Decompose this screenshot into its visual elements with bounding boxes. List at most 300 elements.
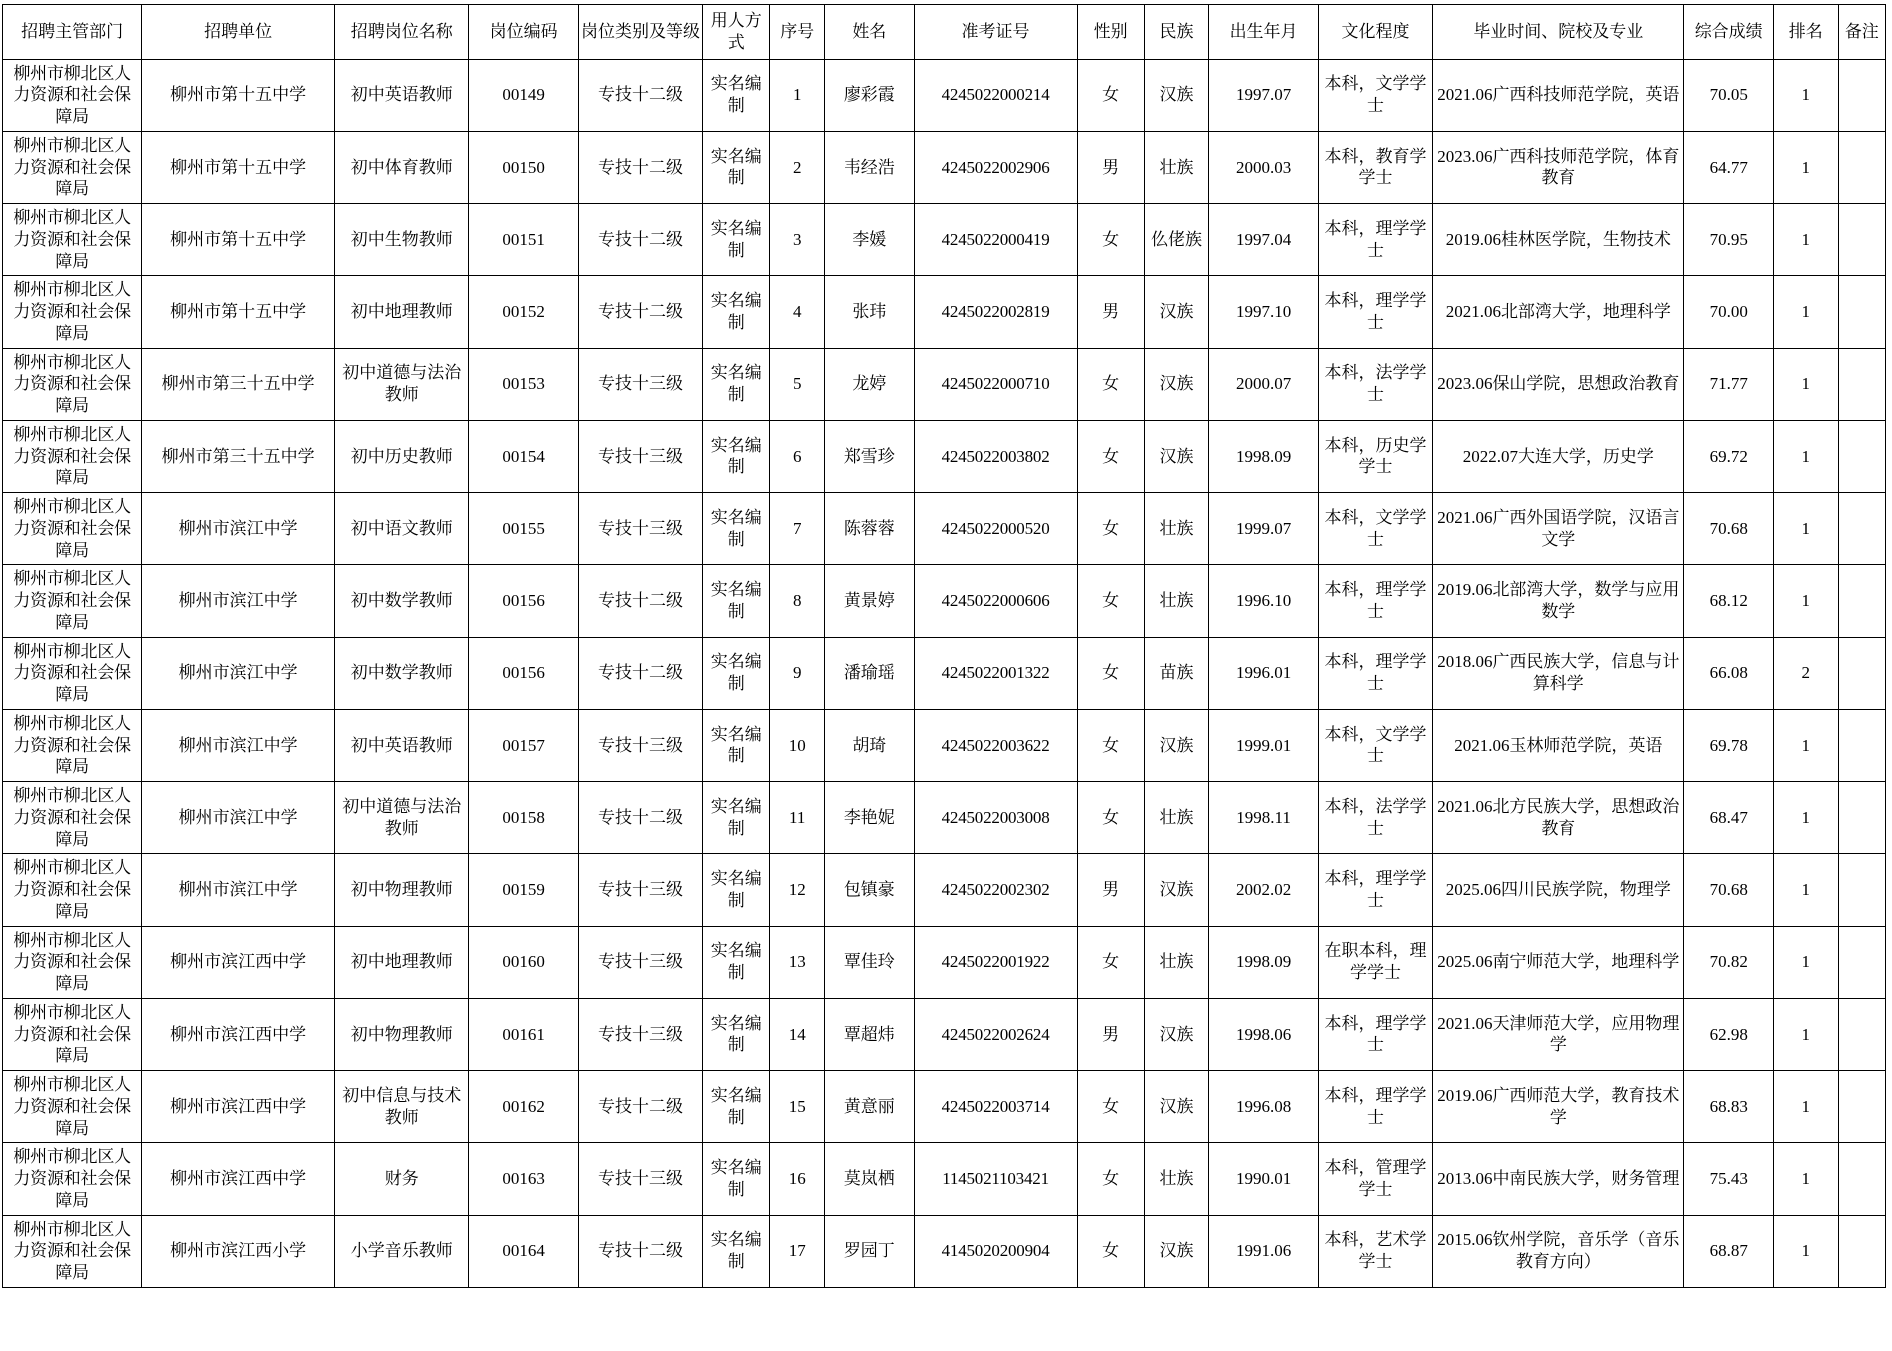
cell-education: 本科，理学学士 <box>1318 276 1432 348</box>
table-row <box>3 637 1886 709</box>
cell-unit: 柳州市滨江西中学 <box>142 1071 335 1143</box>
table-row <box>3 926 1886 998</box>
cell-name: 黄意丽 <box>825 1071 915 1143</box>
cell-ethnicity: 汉族 <box>1144 1215 1209 1287</box>
cell-rank: 2 <box>1773 637 1838 709</box>
cell-school: 2015.06钦州学院，音乐学（音乐教育方向） <box>1433 1215 1684 1287</box>
cell-school: 2021.06玉林师范学院，英语 <box>1433 709 1684 781</box>
cell-school: 2023.06保山学院，思想政治教育 <box>1433 348 1684 420</box>
cell-school: 2019.06桂林医学院，生物技术 <box>1433 204 1684 276</box>
cell-dept: 柳州市柳北区人力资源和社会保障局 <box>3 59 142 131</box>
cell-note <box>1838 276 1885 348</box>
cell-sex: 女 <box>1077 782 1144 854</box>
cell-category: 专技十三级 <box>578 493 702 565</box>
cell-no: 2 <box>770 131 825 203</box>
cell-code: 00149 <box>469 59 578 131</box>
cell-birth: 2002.02 <box>1209 854 1318 926</box>
cell-rank: 1 <box>1773 1071 1838 1143</box>
cell-ethnicity: 壮族 <box>1144 493 1209 565</box>
cell-dept: 柳州市柳北区人力资源和社会保障局 <box>3 998 142 1070</box>
cell-school: 2025.06南宁师范大学，地理科学 <box>1433 926 1684 998</box>
cell-post: 初中物理教师 <box>335 854 469 926</box>
cell-school: 2021.06广西外国语学院，汉语言文学 <box>1433 493 1684 565</box>
cell-dept: 柳州市柳北区人力资源和社会保障局 <box>3 1215 142 1287</box>
cell-exam-no: 4245022000606 <box>914 565 1077 637</box>
cell-sex: 女 <box>1077 1143 1144 1215</box>
cell-post: 小学音乐教师 <box>335 1215 469 1287</box>
cell-rank: 1 <box>1773 59 1838 131</box>
cell-code: 00156 <box>469 565 578 637</box>
cell-birth: 1997.10 <box>1209 276 1318 348</box>
cell-unit: 柳州市滨江西中学 <box>142 998 335 1070</box>
cell-category: 专技十三级 <box>578 998 702 1070</box>
cell-ethnicity: 汉族 <box>1144 854 1209 926</box>
cell-name: 包镇豪 <box>825 854 915 926</box>
cell-employment: 实名编制 <box>703 854 770 926</box>
cell-employment: 实名编制 <box>703 926 770 998</box>
cell-post: 初中语文教师 <box>335 493 469 565</box>
cell-sex: 男 <box>1077 854 1144 926</box>
cell-category: 专技十三级 <box>578 348 702 420</box>
cell-note <box>1838 59 1885 131</box>
cell-score: 68.12 <box>1684 565 1774 637</box>
cell-unit: 柳州市滨江中学 <box>142 854 335 926</box>
cell-no: 16 <box>770 1143 825 1215</box>
cell-code: 00156 <box>469 637 578 709</box>
cell-ethnicity: 苗族 <box>1144 637 1209 709</box>
cell-employment: 实名编制 <box>703 131 770 203</box>
cell-sex: 女 <box>1077 493 1144 565</box>
cell-employment: 实名编制 <box>703 1143 770 1215</box>
cell-exam-no: 4245022001922 <box>914 926 1077 998</box>
cell-school: 2025.06四川民族学院，物理学 <box>1433 854 1684 926</box>
cell-employment: 实名编制 <box>703 59 770 131</box>
cell-rank: 1 <box>1773 782 1838 854</box>
cell-no: 7 <box>770 493 825 565</box>
table-row <box>3 348 1886 420</box>
cell-dept: 柳州市柳北区人力资源和社会保障局 <box>3 637 142 709</box>
cell-education: 在职本科，理学学士 <box>1318 926 1432 998</box>
cell-no: 5 <box>770 348 825 420</box>
cell-birth: 1997.07 <box>1209 59 1318 131</box>
cell-unit: 柳州市滨江西中学 <box>142 926 335 998</box>
cell-sex: 女 <box>1077 1215 1144 1287</box>
column-header-post: 招聘岗位名称 <box>335 5 469 60</box>
cell-birth: 1998.06 <box>1209 998 1318 1070</box>
cell-rank: 1 <box>1773 1215 1838 1287</box>
cell-category: 专技十二级 <box>578 59 702 131</box>
cell-note <box>1838 565 1885 637</box>
cell-exam-no: 4245022000214 <box>914 59 1077 131</box>
cell-employment: 实名编制 <box>703 637 770 709</box>
cell-post: 初中体育教师 <box>335 131 469 203</box>
cell-birth: 2000.07 <box>1209 348 1318 420</box>
column-header-sex: 性别 <box>1077 5 1144 60</box>
cell-employment: 实名编制 <box>703 348 770 420</box>
cell-birth: 1998.09 <box>1209 926 1318 998</box>
cell-education: 本科，教育学学士 <box>1318 131 1432 203</box>
cell-rank: 1 <box>1773 565 1838 637</box>
cell-education: 本科，理学学士 <box>1318 565 1432 637</box>
table-row <box>3 131 1886 203</box>
column-header-unit: 招聘单位 <box>142 5 335 60</box>
cell-ethnicity: 仫佬族 <box>1144 204 1209 276</box>
table-row <box>3 1215 1886 1287</box>
cell-sex: 女 <box>1077 348 1144 420</box>
column-header-note: 备注 <box>1838 5 1885 60</box>
cell-birth: 1999.07 <box>1209 493 1318 565</box>
table-row <box>3 854 1886 926</box>
cell-score: 70.95 <box>1684 204 1774 276</box>
cell-exam-no: 4245022000520 <box>914 493 1077 565</box>
cell-rank: 1 <box>1773 493 1838 565</box>
cell-no: 6 <box>770 420 825 492</box>
cell-education: 本科，文学学士 <box>1318 59 1432 131</box>
cell-sex: 女 <box>1077 204 1144 276</box>
cell-rank: 1 <box>1773 131 1838 203</box>
table-row <box>3 204 1886 276</box>
cell-exam-no: 4245022002624 <box>914 998 1077 1070</box>
cell-ethnicity: 壮族 <box>1144 782 1209 854</box>
cell-category: 专技十三级 <box>578 1143 702 1215</box>
cell-dept: 柳州市柳北区人力资源和社会保障局 <box>3 565 142 637</box>
cell-score: 68.87 <box>1684 1215 1774 1287</box>
table-row <box>3 565 1886 637</box>
cell-code: 00164 <box>469 1215 578 1287</box>
header-row <box>3 5 1886 60</box>
cell-post: 初中道德与法治教师 <box>335 782 469 854</box>
cell-unit: 柳州市滨江中学 <box>142 565 335 637</box>
cell-school: 2013.06中南民族大学，财务管理 <box>1433 1143 1684 1215</box>
cell-education: 本科，法学学士 <box>1318 348 1432 420</box>
cell-category: 专技十三级 <box>578 926 702 998</box>
recruitment-results-table <box>2 4 1886 1288</box>
cell-ethnicity: 汉族 <box>1144 998 1209 1070</box>
cell-score: 69.78 <box>1684 709 1774 781</box>
cell-code: 00158 <box>469 782 578 854</box>
cell-name: 李艳妮 <box>825 782 915 854</box>
cell-code: 00161 <box>469 998 578 1070</box>
cell-dept: 柳州市柳北区人力资源和社会保障局 <box>3 204 142 276</box>
cell-score: 75.43 <box>1684 1143 1774 1215</box>
cell-exam-no: 4245022002302 <box>914 854 1077 926</box>
cell-exam-no: 4245022003802 <box>914 420 1077 492</box>
table-row <box>3 782 1886 854</box>
cell-name: 韦经浩 <box>825 131 915 203</box>
cell-school: 2021.06北部湾大学，地理科学 <box>1433 276 1684 348</box>
column-header-score: 综合成绩 <box>1684 5 1774 60</box>
cell-dept: 柳州市柳北区人力资源和社会保障局 <box>3 854 142 926</box>
table-row <box>3 1143 1886 1215</box>
cell-unit: 柳州市第三十五中学 <box>142 348 335 420</box>
cell-dept: 柳州市柳北区人力资源和社会保障局 <box>3 131 142 203</box>
cell-category: 专技十三级 <box>578 854 702 926</box>
cell-unit: 柳州市滨江中学 <box>142 709 335 781</box>
cell-no: 17 <box>770 1215 825 1287</box>
cell-score: 70.68 <box>1684 493 1774 565</box>
column-header-ethnicity: 民族 <box>1144 5 1209 60</box>
column-header-exam-no: 准考证号 <box>914 5 1077 60</box>
cell-employment: 实名编制 <box>703 1215 770 1287</box>
column-header-birth: 出生年月 <box>1209 5 1318 60</box>
cell-dept: 柳州市柳北区人力资源和社会保障局 <box>3 1071 142 1143</box>
cell-dept: 柳州市柳北区人力资源和社会保障局 <box>3 348 142 420</box>
cell-school: 2019.06广西师范大学，教育技术学 <box>1433 1071 1684 1143</box>
cell-name: 莫岚栖 <box>825 1143 915 1215</box>
cell-unit: 柳州市第三十五中学 <box>142 420 335 492</box>
cell-post: 初中数学教师 <box>335 637 469 709</box>
cell-code: 00159 <box>469 854 578 926</box>
cell-employment: 实名编制 <box>703 709 770 781</box>
table-body <box>3 59 1886 1287</box>
cell-category: 专技十二级 <box>578 782 702 854</box>
cell-name: 郑雪珍 <box>825 420 915 492</box>
cell-unit: 柳州市第十五中学 <box>142 276 335 348</box>
cell-exam-no: 4245022000710 <box>914 348 1077 420</box>
cell-name: 李媛 <box>825 204 915 276</box>
cell-education: 本科，文学学士 <box>1318 493 1432 565</box>
cell-school: 2021.06北方民族大学，思想政治教育 <box>1433 782 1684 854</box>
cell-note <box>1838 131 1885 203</box>
cell-education: 本科，文学学士 <box>1318 709 1432 781</box>
cell-employment: 实名编制 <box>703 565 770 637</box>
cell-note <box>1838 709 1885 781</box>
cell-rank: 1 <box>1773 348 1838 420</box>
cell-exam-no: 4145020200904 <box>914 1215 1077 1287</box>
cell-unit: 柳州市滨江西小学 <box>142 1215 335 1287</box>
cell-note <box>1838 1143 1885 1215</box>
cell-category: 专技十二级 <box>578 276 702 348</box>
cell-code: 00151 <box>469 204 578 276</box>
cell-rank: 1 <box>1773 276 1838 348</box>
cell-note <box>1838 782 1885 854</box>
cell-note <box>1838 998 1885 1070</box>
cell-birth: 1998.11 <box>1209 782 1318 854</box>
cell-employment: 实名编制 <box>703 782 770 854</box>
cell-post: 初中地理教师 <box>335 276 469 348</box>
cell-unit: 柳州市滨江西中学 <box>142 1143 335 1215</box>
cell-code: 00152 <box>469 276 578 348</box>
cell-unit: 柳州市第十五中学 <box>142 204 335 276</box>
table-row <box>3 59 1886 131</box>
cell-school: 2019.06北部湾大学，数学与应用数学 <box>1433 565 1684 637</box>
cell-post: 财务 <box>335 1143 469 1215</box>
column-header-code: 岗位编码 <box>469 5 578 60</box>
cell-dept: 柳州市柳北区人力资源和社会保障局 <box>3 782 142 854</box>
cell-ethnicity: 壮族 <box>1144 131 1209 203</box>
cell-name: 张玮 <box>825 276 915 348</box>
cell-note <box>1838 1071 1885 1143</box>
table-row <box>3 493 1886 565</box>
cell-no: 3 <box>770 204 825 276</box>
cell-education: 本科，理学学士 <box>1318 998 1432 1070</box>
table-row <box>3 998 1886 1070</box>
cell-sex: 女 <box>1077 420 1144 492</box>
cell-post: 初中生物教师 <box>335 204 469 276</box>
cell-sex: 女 <box>1077 637 1144 709</box>
cell-employment: 实名编制 <box>703 493 770 565</box>
cell-no: 11 <box>770 782 825 854</box>
column-header-education: 文化程度 <box>1318 5 1432 60</box>
cell-birth: 1996.01 <box>1209 637 1318 709</box>
cell-dept: 柳州市柳北区人力资源和社会保障局 <box>3 420 142 492</box>
cell-score: 70.68 <box>1684 854 1774 926</box>
cell-school: 2018.06广西民族大学，信息与计算科学 <box>1433 637 1684 709</box>
cell-name: 覃超炜 <box>825 998 915 1070</box>
cell-sex: 女 <box>1077 709 1144 781</box>
cell-note <box>1838 1215 1885 1287</box>
cell-sex: 女 <box>1077 926 1144 998</box>
cell-ethnicity: 汉族 <box>1144 348 1209 420</box>
cell-post: 初中物理教师 <box>335 998 469 1070</box>
cell-name: 龙婷 <box>825 348 915 420</box>
cell-category: 专技十三级 <box>578 709 702 781</box>
cell-rank: 1 <box>1773 204 1838 276</box>
cell-employment: 实名编制 <box>703 420 770 492</box>
cell-exam-no: 4245022001322 <box>914 637 1077 709</box>
cell-name: 罗园丁 <box>825 1215 915 1287</box>
cell-unit: 柳州市第十五中学 <box>142 59 335 131</box>
cell-sex: 女 <box>1077 1071 1144 1143</box>
cell-name: 潘瑜瑶 <box>825 637 915 709</box>
column-header-school: 毕业时间、院校及专业 <box>1433 5 1684 60</box>
cell-note <box>1838 854 1885 926</box>
cell-dept: 柳州市柳北区人力资源和社会保障局 <box>3 709 142 781</box>
cell-dept: 柳州市柳北区人力资源和社会保障局 <box>3 493 142 565</box>
cell-no: 15 <box>770 1071 825 1143</box>
cell-score: 68.83 <box>1684 1071 1774 1143</box>
cell-birth: 1990.01 <box>1209 1143 1318 1215</box>
cell-score: 70.82 <box>1684 926 1774 998</box>
cell-education: 本科，历史学学士 <box>1318 420 1432 492</box>
cell-code: 00155 <box>469 493 578 565</box>
cell-score: 68.47 <box>1684 782 1774 854</box>
cell-rank: 1 <box>1773 998 1838 1070</box>
cell-dept: 柳州市柳北区人力资源和社会保障局 <box>3 926 142 998</box>
cell-dept: 柳州市柳北区人力资源和社会保障局 <box>3 276 142 348</box>
cell-ethnicity: 汉族 <box>1144 420 1209 492</box>
cell-category: 专技十二级 <box>578 204 702 276</box>
cell-rank: 1 <box>1773 1143 1838 1215</box>
cell-code: 00154 <box>469 420 578 492</box>
cell-dept: 柳州市柳北区人力资源和社会保障局 <box>3 1143 142 1215</box>
cell-birth: 1991.06 <box>1209 1215 1318 1287</box>
cell-ethnicity: 壮族 <box>1144 1143 1209 1215</box>
cell-note <box>1838 637 1885 709</box>
cell-category: 专技十二级 <box>578 1071 702 1143</box>
cell-birth: 1996.08 <box>1209 1071 1318 1143</box>
cell-school: 2023.06广西科技师范学院，体育教育 <box>1433 131 1684 203</box>
cell-score: 62.98 <box>1684 998 1774 1070</box>
table-row <box>3 709 1886 781</box>
cell-exam-no: 4245022003622 <box>914 709 1077 781</box>
cell-birth: 1998.09 <box>1209 420 1318 492</box>
cell-exam-no: 1145021103421 <box>914 1143 1077 1215</box>
column-header-dept: 招聘主管部门 <box>3 5 142 60</box>
cell-code: 00162 <box>469 1071 578 1143</box>
cell-ethnicity: 壮族 <box>1144 565 1209 637</box>
cell-score: 69.72 <box>1684 420 1774 492</box>
cell-code: 00157 <box>469 709 578 781</box>
cell-birth: 1999.01 <box>1209 709 1318 781</box>
cell-code: 00153 <box>469 348 578 420</box>
cell-post: 初中英语教师 <box>335 59 469 131</box>
cell-score: 71.77 <box>1684 348 1774 420</box>
cell-name: 黄景婷 <box>825 565 915 637</box>
cell-education: 本科，理学学士 <box>1318 637 1432 709</box>
cell-note <box>1838 926 1885 998</box>
column-header-name: 姓名 <box>825 5 915 60</box>
table-header <box>3 5 1886 60</box>
cell-education: 本科，理学学士 <box>1318 204 1432 276</box>
cell-note <box>1838 493 1885 565</box>
table-row <box>3 420 1886 492</box>
cell-employment: 实名编制 <box>703 998 770 1070</box>
cell-birth: 2000.03 <box>1209 131 1318 203</box>
cell-post: 初中英语教师 <box>335 709 469 781</box>
cell-birth: 1997.04 <box>1209 204 1318 276</box>
cell-sex: 男 <box>1077 276 1144 348</box>
cell-exam-no: 4245022002819 <box>914 276 1077 348</box>
cell-ethnicity: 壮族 <box>1144 926 1209 998</box>
column-header-employment: 用人方式 <box>703 5 770 60</box>
cell-score: 66.08 <box>1684 637 1774 709</box>
table-row <box>3 276 1886 348</box>
cell-no: 4 <box>770 276 825 348</box>
cell-post: 初中信息与技术教师 <box>335 1071 469 1143</box>
cell-name: 覃佳玲 <box>825 926 915 998</box>
cell-education: 本科，管理学学士 <box>1318 1143 1432 1215</box>
cell-category: 专技十二级 <box>578 565 702 637</box>
cell-code: 00150 <box>469 131 578 203</box>
cell-rank: 1 <box>1773 854 1838 926</box>
cell-note <box>1838 420 1885 492</box>
cell-note <box>1838 348 1885 420</box>
cell-sex: 女 <box>1077 59 1144 131</box>
cell-post: 初中历史教师 <box>335 420 469 492</box>
cell-post: 初中数学教师 <box>335 565 469 637</box>
cell-unit: 柳州市滨江中学 <box>142 637 335 709</box>
cell-ethnicity: 汉族 <box>1144 276 1209 348</box>
cell-category: 专技十二级 <box>578 1215 702 1287</box>
cell-employment: 实名编制 <box>703 1071 770 1143</box>
cell-no: 13 <box>770 926 825 998</box>
cell-score: 64.77 <box>1684 131 1774 203</box>
cell-post: 初中道德与法治教师 <box>335 348 469 420</box>
cell-score: 70.00 <box>1684 276 1774 348</box>
cell-sex: 女 <box>1077 565 1144 637</box>
cell-exam-no: 4245022002906 <box>914 131 1077 203</box>
cell-post: 初中地理教师 <box>335 926 469 998</box>
cell-exam-no: 4245022003008 <box>914 782 1077 854</box>
cell-code: 00160 <box>469 926 578 998</box>
cell-employment: 实名编制 <box>703 204 770 276</box>
cell-school: 2021.06天津师范大学，应用物理学 <box>1433 998 1684 1070</box>
cell-school: 2021.06广西科技师范学院，英语 <box>1433 59 1684 131</box>
cell-sex: 男 <box>1077 998 1144 1070</box>
cell-education: 本科，艺术学学士 <box>1318 1215 1432 1287</box>
cell-no: 12 <box>770 854 825 926</box>
cell-ethnicity: 汉族 <box>1144 1071 1209 1143</box>
column-header-rank: 排名 <box>1773 5 1838 60</box>
cell-ethnicity: 汉族 <box>1144 709 1209 781</box>
cell-category: 专技十二级 <box>578 637 702 709</box>
cell-note <box>1838 204 1885 276</box>
cell-birth: 1996.10 <box>1209 565 1318 637</box>
cell-no: 1 <box>770 59 825 131</box>
cell-score: 70.05 <box>1684 59 1774 131</box>
cell-ethnicity: 汉族 <box>1144 59 1209 131</box>
